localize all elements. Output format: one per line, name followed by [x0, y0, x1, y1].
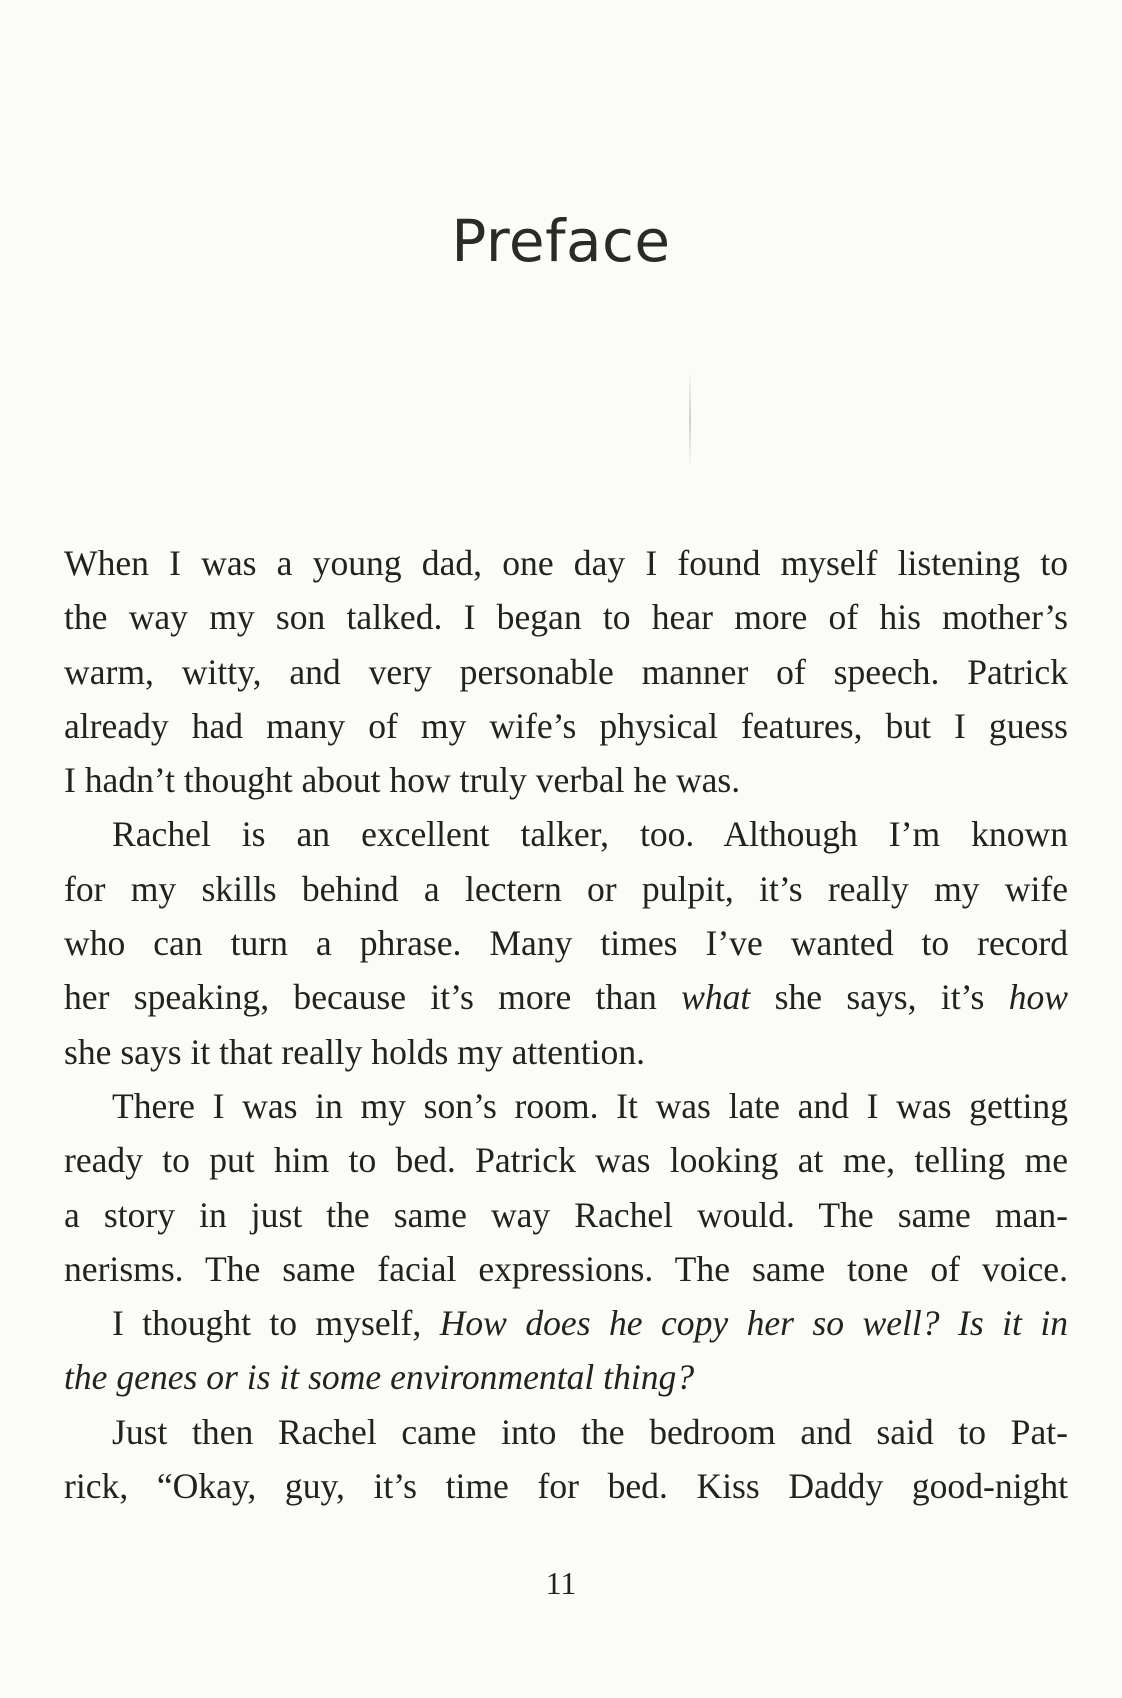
text-line: nerisms. The same facial expressions. The same tone of voice.	[64, 1248, 1068, 1289]
text-line: Rachel is an excellent talker, too. Although I’m known	[112, 814, 1068, 855]
text-line	[64, 970, 1068, 1024]
text-line: the way my son talked. I began to hear more of his mother’s	[64, 597, 1068, 638]
text-run: I thought to myself,	[112, 1303, 440, 1344]
text-line: I hadn’t thought about how truly verbal he was.	[64, 760, 741, 801]
text-run: her speaking, because it’s more than	[64, 977, 682, 1018]
text-line: for my skills behind a lectern or pulpit, it’s really my wife	[64, 868, 1068, 909]
text-line	[64, 1296, 1068, 1350]
page-number: 11	[545, 1565, 577, 1601]
text-run: she says, it’s	[750, 977, 1009, 1018]
text-line: There I was in my son’s room. It was late and I was getting	[112, 1085, 1068, 1126]
paragraph-1	[64, 536, 1068, 807]
text-line	[64, 1350, 1068, 1404]
emphasis-thought: the genes or is it some environmental thing?	[64, 1357, 695, 1398]
emphasis-how: how	[1008, 977, 1068, 1018]
text-line: a story in just the same way Rachel would. The same man-	[64, 1194, 1068, 1235]
text-line: When I was a young dad, one day I found myself listening to	[64, 543, 1068, 583]
emphasis-thought: How does he copy her so well? Is it in	[439, 1303, 1068, 1344]
text-line: she says it that really holds my attention.	[64, 1031, 646, 1072]
text-line: warm, witty, and very personable manner of speech. Patrick	[64, 651, 1068, 692]
paragraph-3	[64, 1079, 1068, 1296]
text-line: who can turn a phrase. Many times I’ve wanted to record	[64, 923, 1068, 964]
text-line: Just then Rachel came into the bedroom and said to Pat-	[112, 1411, 1068, 1452]
chapter-title: Preface	[451, 207, 671, 275]
text-line: already had many of my wife’s physical features, but I guess	[64, 705, 1068, 746]
paragraph-4	[64, 1296, 1068, 1405]
paragraph-2	[64, 807, 1068, 1078]
text-line: rick, “Okay, guy, it’s time for bed. Kiss Daddy good-night	[64, 1466, 1068, 1507]
body-text	[64, 536, 1068, 1513]
scan-artifact	[689, 370, 691, 468]
emphasis-what: what	[681, 977, 751, 1018]
text-line: ready to put him to bed. Patrick was looking at me, telling me	[64, 1140, 1068, 1181]
paragraph-5	[64, 1405, 1068, 1514]
